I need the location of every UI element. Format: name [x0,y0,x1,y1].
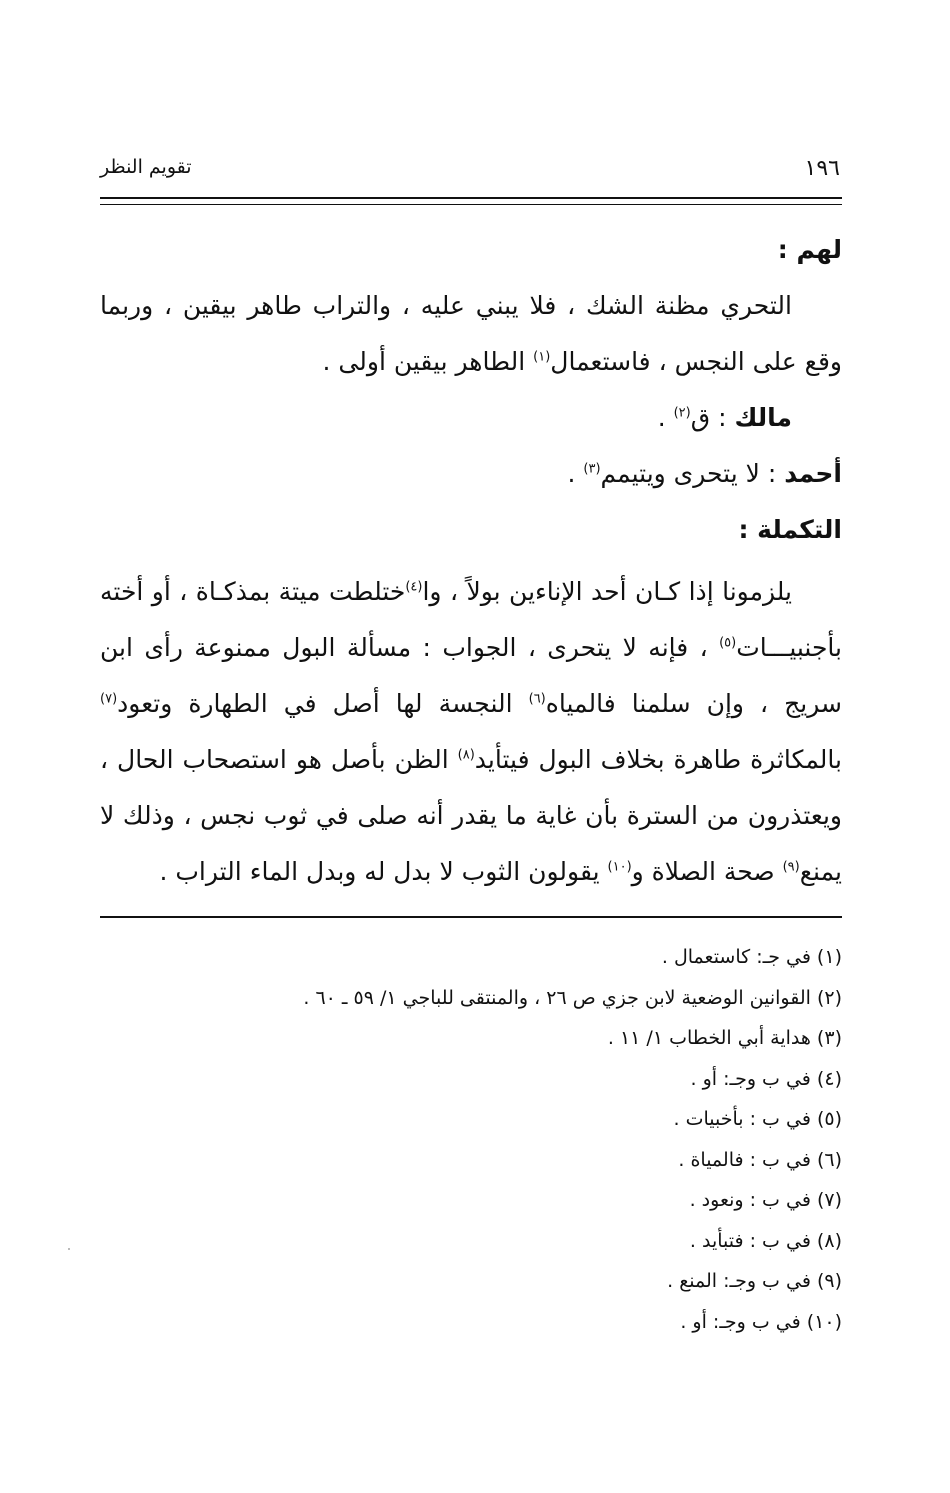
footnote-ref: (٤) [405,579,423,595]
footnote-ref: (١٠) [607,859,632,875]
text-span: ، فإنه لا يتحرى ، الجواب : مسألة البول ممنوعة رأى ابن سريج ، وإن سلمنا فالمياه [100,633,842,718]
footnote-ref: (٣) [583,461,601,477]
footnote-ref: (٦) [528,691,546,707]
paragraph-lahum [100,278,842,390]
paragraph-takmila [100,564,842,900]
text-span: . [567,459,584,488]
line-ahmad [100,446,842,502]
footnote-ref: (٥) [719,635,737,651]
header-rule [100,197,842,205]
text-span: التحري مظنة الشك ، فلا يبني عليه ، والتراب طاهر بيقين ، وربما وقع [100,291,842,376]
running-title: تقويم النظر [100,156,192,178]
text-span: الظن بأصل هو استصحاب الحال ، ويعتذرون من السترة بأن غاية ما يقدر أنه صلى في ثوب نجس ، وذلك لا يمنع [100,745,842,886]
text-span: : ق [690,403,735,432]
footnote-ref: (٨) [457,747,475,763]
text-span: صحة الصلاة و [631,857,783,886]
scan-speck [68,1248,70,1250]
text-span: : لا يتحرى ويتيمم [600,459,785,488]
text-span: ختلطت ميتة بمذكـاة ، أو أخته بأجنبيـــات [100,577,842,662]
text-span: على النجس ، فاستعمال [550,347,797,376]
footnote-9: (٩) في ب وجـ: المنع . [667,1270,842,1292]
footnote-4: (٤) في ب وجـ: أو . [690,1067,842,1090]
text-span: بالمكاثرة طاهرة بخلاف البول فيتأيد [474,745,842,774]
footnote-5: (٥) في ب : بأخبيات . [673,1108,842,1130]
footnote-7: (٧) في ب : ونعود . [689,1189,842,1211]
text-span: . [657,403,674,432]
heading-takmila: التكملة : [738,515,842,544]
footnote-ref: (٢) [673,405,691,421]
footnote-separator [100,916,842,918]
footnote-1: (١) في جـ: كاستعمال . [661,946,842,968]
footnote-ref: (٧) [100,691,118,707]
page-number: ١٩٦ [804,156,840,181]
main-text [100,222,842,900]
malik-label: مالك [734,403,792,432]
heading-lahum: لهم : [777,235,842,264]
footnote-8: (٨) في ب : فتبأيد . [689,1229,842,1252]
footnote-2: (٢) القوانين الوضعية لابن جزي ص ٢٦ ، والمنتقى للباجي ١/ ٥٩ ـ ٦٠ . [303,986,842,1009]
ahmad-label: أحمد [784,459,842,488]
footnotes [100,937,842,1342]
text-span: يقولون الثوب لا بدل له وبدل الماء التراب . [159,857,608,886]
footnote-6: (٦) في ب : فالمياة . [678,1148,842,1171]
footnote-ref: (١) [533,349,551,365]
page-header [100,150,840,190]
text-span: النجسة لها أصل في الطهارة وتعود [117,689,529,718]
footnote-ref: (٩) [782,859,800,875]
text-span: يلزمونا إذا كـان أحد الإناءين بولاً ، وا [422,577,792,606]
line-malik [100,390,842,446]
footnote-3: (٣) هداية أبي الخطاب ١/ ١١ . [607,1027,842,1049]
text-span: الطاهر بيقين أولى . [322,347,534,376]
footnote-10: (١٠) في ب وجـ: أو . [680,1310,842,1333]
